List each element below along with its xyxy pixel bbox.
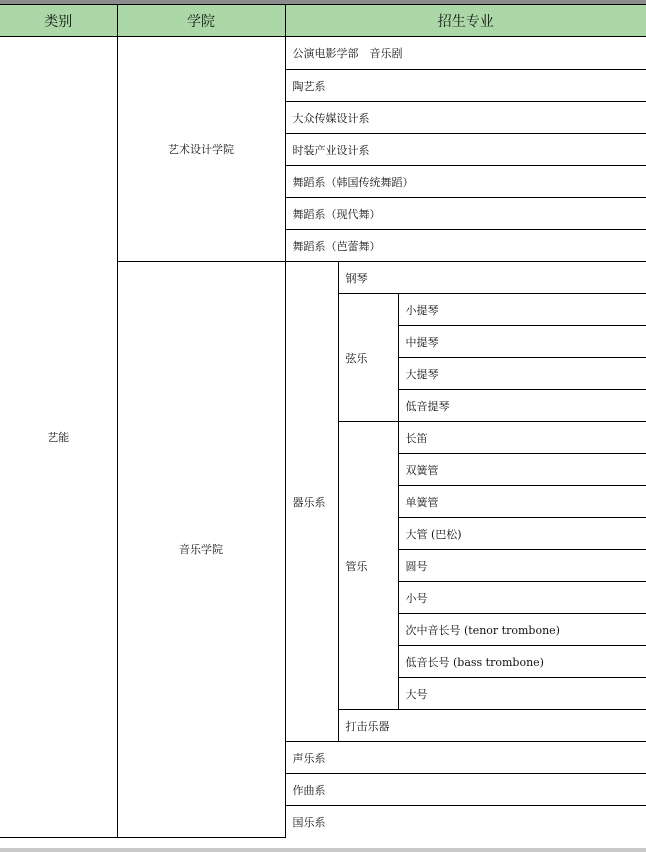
major-cell: 舞蹈系（现代舞） (285, 198, 646, 230)
major-cell: 公演电影学部 音乐剧 (285, 37, 646, 70)
major-cell: 舞蹈系（韩国传统舞蹈） (285, 166, 646, 198)
major-cell: 时装产业设计系 (285, 134, 646, 166)
header-majors: 招生专业 (285, 5, 646, 37)
table-header-row (0, 5, 646, 37)
instrument-cell: 大号 (398, 678, 646, 710)
major-cell: 陶艺系 (285, 70, 646, 102)
major-cell: 大众传媒设计系 (285, 102, 646, 134)
subgroup-cell: 打击乐器 (338, 710, 646, 742)
instrument-cell: 中提琴 (398, 326, 646, 358)
college-cell: 艺术设计学院 (117, 37, 285, 262)
instrument-cell: 大管 (巴松) (398, 518, 646, 550)
instrument-cell: 小号 (398, 582, 646, 614)
instrument-cell: 低音提琴 (398, 390, 646, 422)
instrument-cell: 大提琴 (398, 358, 646, 390)
major-cell: 舞蹈系（芭蕾舞） (285, 230, 646, 262)
major-cell: 声乐系 (285, 742, 646, 774)
header-category: 类别 (0, 5, 117, 37)
bottom-border (0, 848, 646, 852)
instrument-cell: 低音长号 (bass trombone) (398, 646, 646, 678)
major-cell: 国乐系 (285, 806, 646, 838)
instrument-cell: 圆号 (398, 550, 646, 582)
table-row (0, 37, 646, 70)
instrument-cell: 双簧管 (398, 454, 646, 486)
subgroup-cell: 钢琴 (338, 262, 646, 294)
instrument-cell: 单簧管 (398, 486, 646, 518)
category-cell: 艺能 (0, 37, 117, 838)
major-cell: 作曲系 (285, 774, 646, 806)
subgroup-cell: 弦乐 (338, 294, 398, 422)
department-cell: 器乐系 (285, 262, 338, 742)
college-cell: 音乐学院 (117, 262, 285, 838)
instrument-cell: 小提琴 (398, 294, 646, 326)
admissions-table (0, 4, 646, 838)
subgroup-cell: 管乐 (338, 422, 398, 710)
instrument-cell: 次中音长号 (tenor trombone) (398, 614, 646, 646)
header-college: 学院 (117, 5, 285, 37)
instrument-cell: 长笛 (398, 422, 646, 454)
